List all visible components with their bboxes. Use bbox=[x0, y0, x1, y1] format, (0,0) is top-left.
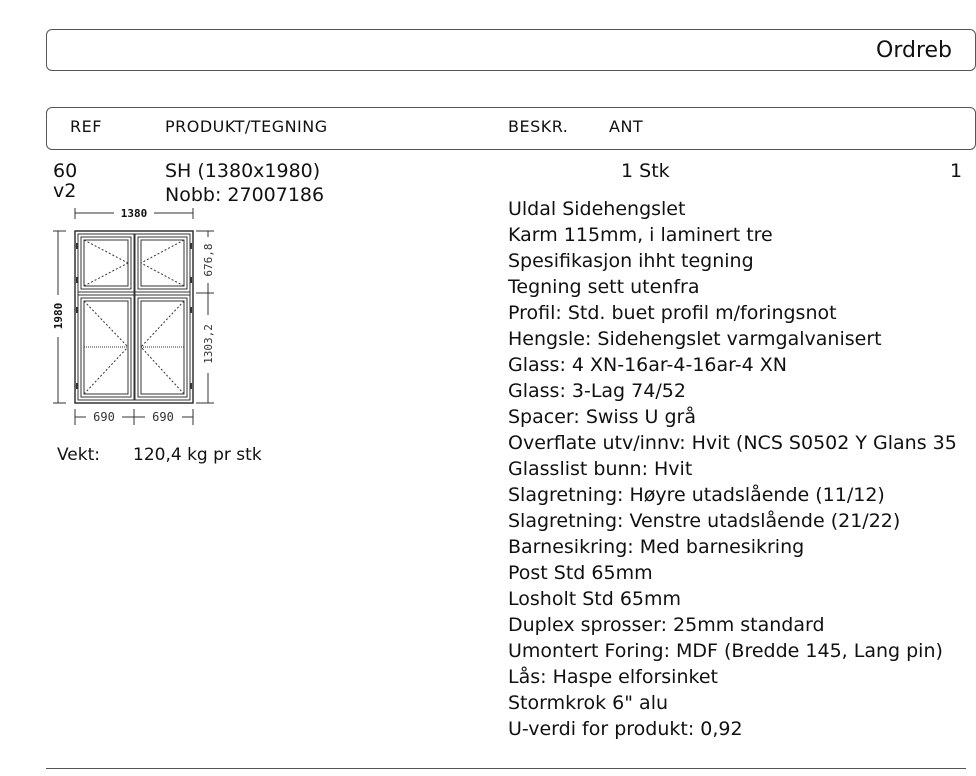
description-line: Glass: 4 XN-16ar-4-16ar-4 XN bbox=[508, 354, 787, 376]
item-version: v2 bbox=[53, 180, 77, 202]
drawing-left-width-label: 690 bbox=[93, 410, 115, 424]
description-line: U-verdi for produkt: 0,92 bbox=[508, 718, 743, 740]
description-line: Slagretning: Venstre utadslående (21/22) bbox=[508, 510, 901, 532]
description-line: Post Std 65mm bbox=[508, 562, 653, 584]
bottom-divider bbox=[46, 768, 966, 769]
description-line: Spacer: Swiss U grå bbox=[508, 406, 696, 428]
drawing-width-label: 1380 bbox=[120, 207, 148, 220]
drawing-top-section-label: 676,8 bbox=[202, 243, 215, 277]
description-line: Glasslist bunn: Hvit bbox=[508, 458, 693, 480]
product-name: SH (1380x1980) bbox=[165, 160, 321, 182]
description-line: Profil: Std. buet profil m/foringsnot bbox=[508, 302, 837, 324]
document-title: Ordreb bbox=[876, 38, 953, 63]
drawing-right-width-label: 690 bbox=[152, 410, 174, 424]
weight-value: 120,4 kg pr stk bbox=[133, 445, 262, 465]
drawing-bottom-section-label: 1303,2 bbox=[202, 324, 215, 364]
product-nobb: Nobb: 27007186 bbox=[165, 184, 325, 206]
header-ref: REF bbox=[70, 117, 102, 136]
description-line: Spesifikasjon ihht tegning bbox=[508, 250, 754, 272]
description-list bbox=[508, 196, 957, 742]
item-price-partial: 1 bbox=[950, 160, 963, 182]
description-line: Losholt Std 65mm bbox=[508, 588, 682, 610]
description-line: Hengsle: Sidehengslet varmgalvanisert bbox=[508, 328, 882, 350]
item-ref: 60 bbox=[53, 160, 78, 182]
description-line: Lås: Haspe elforsinket bbox=[508, 666, 718, 688]
description-line: Barnesikring: Med barnesikring bbox=[508, 536, 805, 558]
header-product: PRODUKT/TEGNING bbox=[165, 117, 328, 136]
item-quantity: 1 Stk bbox=[621, 160, 670, 182]
description-line: Uldal Sidehengslet bbox=[508, 198, 686, 220]
title-box bbox=[46, 29, 976, 71]
description-line: Stormkrok 6" alu bbox=[508, 692, 669, 714]
description-line: Slagretning: Høyre utadslående (11/12) bbox=[508, 484, 885, 506]
description-line: Umontert Foring: MDF (Bredde 145, Lang pin) bbox=[508, 640, 943, 662]
header-quantity: ANT bbox=[609, 117, 644, 136]
window-drawing bbox=[50, 203, 220, 437]
drawing-height-label: 1980 bbox=[52, 302, 65, 330]
description-line: Karm 115mm, i laminert tre bbox=[508, 224, 773, 246]
description-line: Duplex sprosser: 25mm standard bbox=[508, 614, 825, 636]
header-description: BESKR. bbox=[508, 117, 569, 136]
weight-label: Vekt: bbox=[57, 445, 101, 465]
description-line: Glass: 3-Lag 74/52 bbox=[508, 380, 686, 402]
description-line: Overflate utv/innv: Hvit (NCS S0502 Y Glans 35 bbox=[508, 432, 957, 454]
description-line: Tegning sett utenfra bbox=[508, 276, 700, 298]
